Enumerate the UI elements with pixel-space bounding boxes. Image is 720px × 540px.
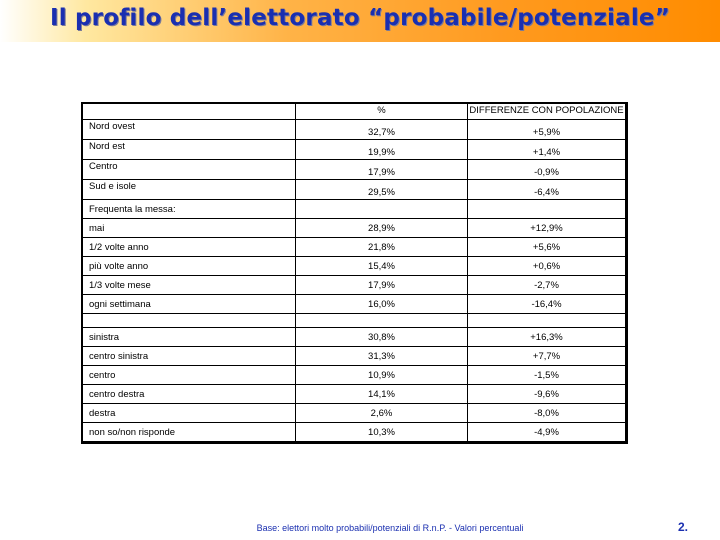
row-diff: -8,0% [468, 404, 627, 423]
row-label: centro sinistra [82, 347, 296, 366]
row-pct: 15,4% [296, 257, 468, 276]
row-label: più volte anno [82, 257, 296, 276]
row-diff: -9,6% [468, 385, 627, 404]
table-row [82, 295, 627, 314]
section-label: Frequenta la messa: [82, 200, 296, 219]
table-row [82, 404, 627, 423]
table-row [82, 328, 627, 347]
table-row [82, 385, 627, 404]
row-diff: -6,4% [468, 180, 627, 200]
table-section-row [82, 200, 627, 219]
row-pct [296, 200, 468, 219]
table-row [82, 219, 627, 238]
row-pct [296, 314, 468, 328]
row-pct: 19,9% [296, 140, 468, 160]
table-row [82, 180, 627, 200]
header-cell-diff: DIFFERENZE CON POPOLAZIONE [468, 103, 627, 120]
row-pct: 29,5% [296, 180, 468, 200]
row-diff: -4,9% [468, 423, 627, 443]
row-diff [468, 200, 627, 219]
row-diff: +5,9% [468, 120, 627, 140]
header-cell-label [82, 103, 296, 120]
table-row [82, 120, 627, 140]
row-pct: 21,8% [296, 238, 468, 257]
row-label [82, 314, 296, 328]
row-diff: +0,6% [468, 257, 627, 276]
row-label: centro destra [82, 385, 296, 404]
data-table [81, 102, 628, 444]
row-diff: -0,9% [468, 160, 627, 180]
table-row [82, 347, 627, 366]
row-pct: 10,3% [296, 423, 468, 443]
row-label: non so/non risponde [82, 423, 296, 443]
row-pct: 31,3% [296, 347, 468, 366]
row-label: destra [82, 404, 296, 423]
row-pct: 10,9% [296, 366, 468, 385]
row-pct: 2,6% [296, 404, 468, 423]
row-diff: +7,7% [468, 347, 627, 366]
row-diff: +12,9% [468, 219, 627, 238]
row-label: centro [82, 366, 296, 385]
row-pct: 17,9% [296, 160, 468, 180]
row-diff: -2,7% [468, 276, 627, 295]
table-row [82, 257, 627, 276]
row-diff [468, 314, 627, 328]
row-label: mai [82, 219, 296, 238]
row-pct: 30,8% [296, 328, 468, 347]
row-pct: 32,7% [296, 120, 468, 140]
row-label: 1/2 volte anno [82, 238, 296, 257]
table-row [82, 366, 627, 385]
row-diff: -16,4% [468, 295, 627, 314]
row-label: ogni settimana [82, 295, 296, 314]
row-pct: 28,9% [296, 219, 468, 238]
row-label: sinistra [82, 328, 296, 347]
table-row [82, 423, 627, 443]
row-diff: +5,6% [468, 238, 627, 257]
page-number: 2. [678, 520, 689, 534]
row-label: Nord est [82, 140, 296, 160]
table-blank-row [82, 314, 627, 328]
row-diff: -1,5% [468, 366, 627, 385]
row-label: 1/3 volte mese [82, 276, 296, 295]
row-pct: 14,1% [296, 385, 468, 404]
table-row [82, 140, 627, 160]
row-pct: 17,9% [296, 276, 468, 295]
row-label: Nord ovest [82, 120, 296, 140]
table-header-row [82, 103, 627, 120]
row-label: Centro [82, 160, 296, 180]
header-cell-pct: % [296, 103, 468, 120]
slide-title: Il profilo dell’elettorato “probabile/potenziale” [49, 5, 671, 31]
table-row [82, 276, 627, 295]
row-pct: 16,0% [296, 295, 468, 314]
row-diff: +1,4% [468, 140, 627, 160]
table-row [82, 160, 627, 180]
table-row [82, 238, 627, 257]
footer-note: Base: elettori molto probabili/potenziali di R.n.P. - Valori percentuali [256, 523, 524, 533]
row-label: Sud e isole [82, 180, 296, 200]
row-diff: +16,3% [468, 328, 627, 347]
